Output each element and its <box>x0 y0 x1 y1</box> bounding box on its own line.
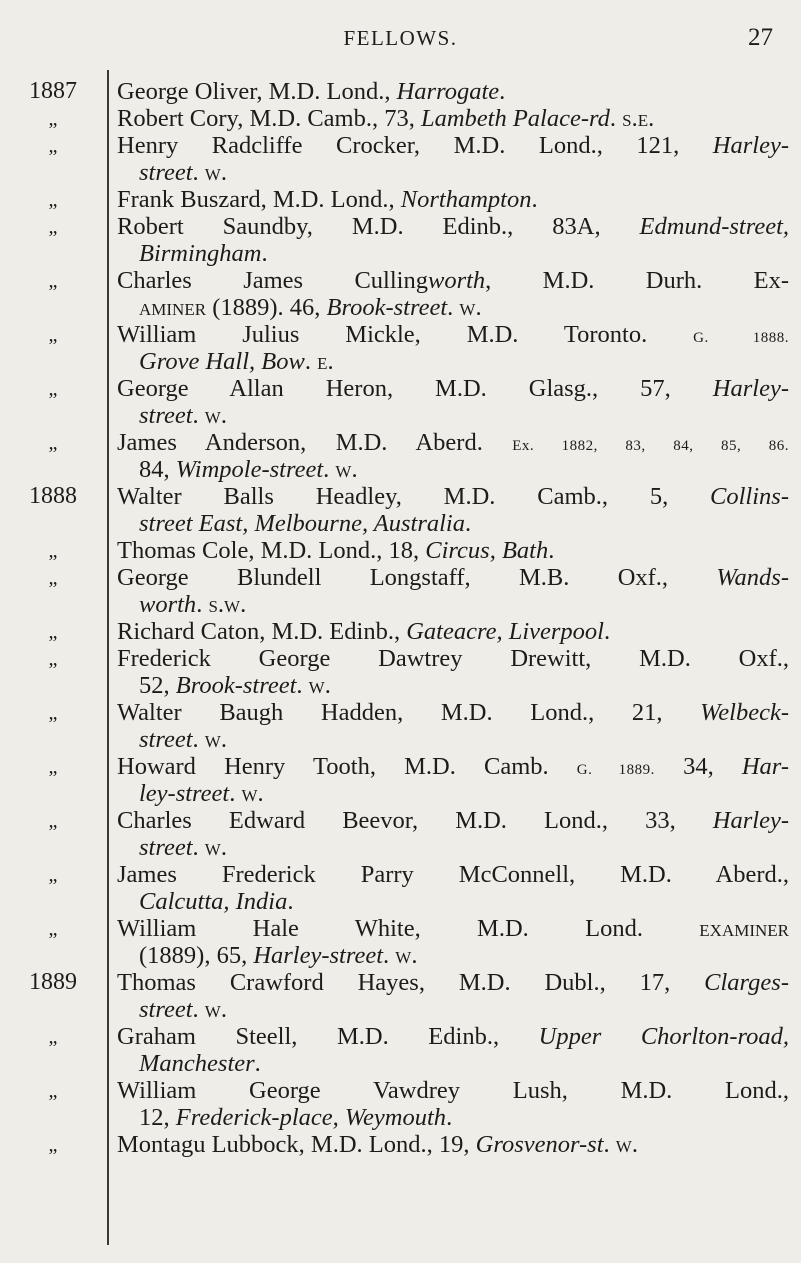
entry-text <box>117 105 789 132</box>
entry-text <box>117 753 789 807</box>
entry-line: William Julius Mickle, M.D. Toronto. G. 1888. <box>117 321 789 348</box>
entry-line: Birmingham. <box>139 240 268 267</box>
entry-line: street. w. <box>139 726 227 753</box>
fellows-list <box>0 78 801 1158</box>
fellow-entry <box>0 861 801 915</box>
entry-line: street. w. <box>139 159 227 186</box>
entry-year: „ <box>48 621 58 643</box>
entry-line: James Frederick Parry McConnell, M.D. Aberd., <box>117 861 789 888</box>
entry-year: „ <box>48 189 58 211</box>
fellow-entry <box>0 132 801 186</box>
entry-year: „ <box>48 1080 58 1102</box>
entry-text <box>117 537 789 564</box>
page-number: 27 <box>748 24 773 51</box>
fellow-entry <box>0 1131 801 1158</box>
fellow-entry <box>0 699 801 753</box>
entry-year: „ <box>48 135 58 157</box>
entry-line: William George Vawdrey Lush, M.D. Lond., <box>117 1077 789 1104</box>
entry-year: „ <box>48 324 58 346</box>
fellow-entry <box>0 375 801 429</box>
fellow-entry <box>0 105 801 132</box>
entry-text <box>117 78 789 105</box>
fellow-entry <box>0 483 801 537</box>
entry-text <box>117 132 789 186</box>
entry-text <box>117 564 789 618</box>
entry-year: „ <box>48 270 58 292</box>
entry-text <box>117 1023 789 1077</box>
entry-year: „ <box>48 1026 58 1048</box>
entry-year: „ <box>48 864 58 886</box>
entry-line: Robert Cory, M.D. Camb., 73, Lambeth Palace-rd. s.e. <box>117 105 655 132</box>
entry-line: (1889), 65, Harley-street. w. <box>139 942 418 969</box>
page-header <box>0 24 801 54</box>
fellow-entry <box>0 78 801 105</box>
fellow-entry <box>0 618 801 645</box>
entry-line: Montagu Lubbock, M.D. Lond., 19, Grosvenor-st. w. <box>117 1131 638 1158</box>
entry-year: „ <box>48 1134 58 1156</box>
fellow-entry <box>0 564 801 618</box>
entry-year: „ <box>48 756 58 778</box>
entry-text <box>117 429 789 483</box>
entry-text <box>117 1077 789 1131</box>
fellow-entry <box>0 645 801 699</box>
entry-text <box>117 969 789 1023</box>
entry-line: 84, Wimpole-street. w. <box>139 456 358 483</box>
fellow-entry <box>0 321 801 375</box>
entry-year: „ <box>48 702 58 724</box>
entry-year: „ <box>48 432 58 454</box>
entry-text <box>117 861 789 915</box>
entry-line: Charles James Cullingworth, M.D. Durh. Ex- <box>117 267 789 294</box>
entry-line: Thomas Crawford Hayes, M.D. Dubl., 17, Clarges- <box>117 969 789 996</box>
fellow-entry <box>0 429 801 483</box>
fellow-entry <box>0 186 801 213</box>
entry-line: Manchester. <box>139 1050 261 1077</box>
entry-year: „ <box>48 648 58 670</box>
entry-line: George Blundell Longstaff, M.B. Oxf., Wands- <box>117 564 789 591</box>
entry-text <box>117 699 789 753</box>
entry-line: Howard Henry Tooth, M.D. Camb. G. 1889. 34, Har- <box>117 753 789 780</box>
fellow-entry <box>0 267 801 321</box>
entry-year: „ <box>48 108 58 130</box>
entry-line: 12, Frederick-place, Weymouth. <box>139 1104 453 1131</box>
entry-line: street. w. <box>139 996 227 1023</box>
fellow-entry <box>0 213 801 267</box>
entry-line: ley-street. w. <box>139 780 264 807</box>
entry-text <box>117 807 789 861</box>
entry-text <box>117 267 789 321</box>
entry-year: „ <box>48 567 58 589</box>
entry-line: 52, Brook-street. w. <box>139 672 331 699</box>
entry-line: William Hale White, M.D. Lond. examiner <box>117 915 789 942</box>
entry-line: Frank Buszard, M.D. Lond., Northampton. <box>117 186 538 213</box>
entry-text <box>117 1131 789 1158</box>
entry-line: George Oliver, M.D. Lond., Harrogate. <box>117 78 506 105</box>
entry-year: „ <box>48 918 58 940</box>
entry-line: worth. s.w. <box>139 591 247 618</box>
fellow-entry <box>0 753 801 807</box>
entry-line: aminer (1889). 46, Brook-street. w. <box>139 294 482 321</box>
entry-line: Walter Baugh Hadden, M.D. Lond., 21, Welbeck- <box>117 699 789 726</box>
fellow-entry <box>0 969 801 1023</box>
entry-text <box>117 915 789 969</box>
entry-line: street East, Melbourne, Australia. <box>139 510 472 537</box>
entry-line: Henry Radcliffe Crocker, M.D. Lond., 121, Harley- <box>117 132 789 159</box>
entry-text <box>117 321 789 375</box>
entry-year: 1888 <box>29 483 77 509</box>
entry-line: street. w. <box>139 834 227 861</box>
entry-line: Richard Caton, M.D. Edinb., Gateacre, Liverpool. <box>117 618 611 645</box>
fellow-entry <box>0 537 801 564</box>
fellow-entry <box>0 1077 801 1131</box>
entry-line: Walter Balls Headley, M.D. Camb., 5, Collins- <box>117 483 789 510</box>
fellow-entry <box>0 1023 801 1077</box>
entry-text <box>117 483 789 537</box>
entry-line: James Anderson, M.D. Aberd. Ex. 1882, 83, 84, 85, 86. <box>117 429 789 456</box>
entry-line: Frederick George Dawtrey Drewitt, M.D. Oxf., <box>117 645 789 672</box>
entry-line: street. w. <box>139 402 227 429</box>
entry-line: Grove Hall, Bow. e. <box>139 348 334 375</box>
entry-text <box>117 645 789 699</box>
entry-year: „ <box>48 378 58 400</box>
entry-line: George Allan Heron, M.D. Glasg., 57, Harley- <box>117 375 789 402</box>
fellow-entry <box>0 807 801 861</box>
entry-line: Thomas Cole, M.D. Lond., 18, Circus, Bath. <box>117 537 555 564</box>
entry-text <box>117 213 789 267</box>
entry-text <box>117 186 789 213</box>
entry-line: Robert Saundby, M.D. Edinb., 83A, Edmund-street, <box>117 213 789 240</box>
entry-text <box>117 618 789 645</box>
entry-year: 1889 <box>29 969 77 995</box>
entry-year: „ <box>48 216 58 238</box>
entry-text <box>117 375 789 429</box>
entry-line: Graham Steell, M.D. Edinb., Upper Chorlton-road, <box>117 1023 789 1050</box>
entry-year: „ <box>48 810 58 832</box>
entry-line: Calcutta, India. <box>139 888 294 915</box>
fellow-entry <box>0 915 801 969</box>
entry-year: 1887 <box>29 78 77 104</box>
entry-line: Charles Edward Beevor, M.D. Lond., 33, Harley- <box>117 807 789 834</box>
page-title: FELLOWS. <box>343 26 458 50</box>
entry-year: „ <box>48 540 58 562</box>
